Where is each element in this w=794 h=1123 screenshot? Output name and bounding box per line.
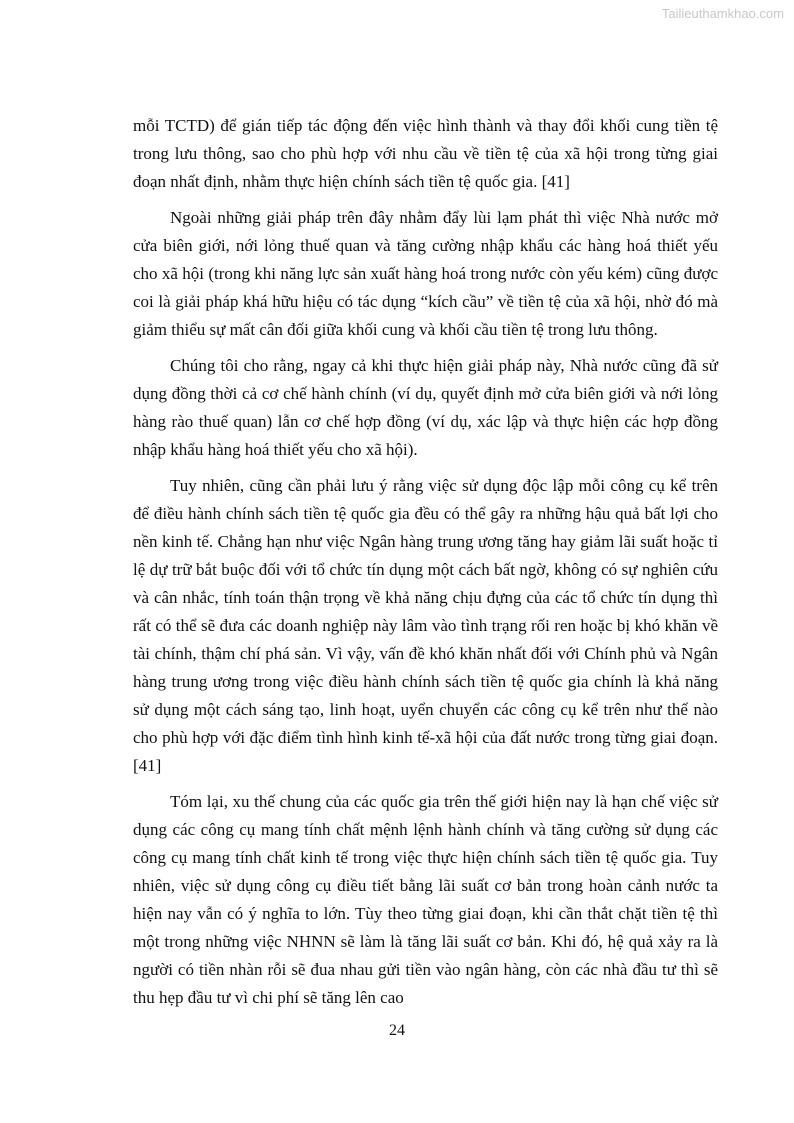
paragraph-3: Chúng tôi cho rằng, ngay cả khi thực hiện giải pháp này, Nhà nước cũng đã sử dụng đồng thời cả cơ chế hành chính (ví dụ, quyết định mở cửa biên giới và nới lỏng hàng rào thuế quan) lẫn cơ chế hợp đồng (ví dụ, xác lập và thực hiện các hợp đồng nhập khẩu hàng hoá thiết yếu cho xã hội). <box>133 356 718 459</box>
watermark: Tailieuthamkhao.com <box>661 6 784 21</box>
paragraph-1: mỗi TCTD) để gián tiếp tác động đến việc hình thành và thay đổi khối cung tiền tệ trong lưu thông, sao cho phù hợp với nhu cầu về tiền tệ của xã hội trong từng giai đoạn nhất định, nhằm thực hiện chính sách tiền tệ quốc gia. [41] <box>133 116 718 191</box>
paragraph-5: Tóm lại, xu thế chung của các quốc gia trên thế giới hiện nay là hạn chế việc sử dụng các công cụ mang tính chất mệnh lệnh hành chính và tăng cường sử dụng các công cụ mang tính chất kinh tế trong việc thực hiện chính sách tiền tệ quốc gia. Tuy nhiên, việc sử dụng công cụ điều tiết bằng lãi suất cơ bản trong hoàn cảnh nước ta hiện nay vẫn có ý nghĩa to lớn. Tùy theo từng giai đoạn, khi cần thắt chặt tiền tệ thì một trong những việc NHNN sẽ làm là tăng lãi suất cơ bản. Khi đó, hệ quả xảy ra là người có tiền nhàn rỗi sẽ đua nhau gửi tiền vào ngân hàng, còn các nhà đầu tư thì sẽ thu hẹp đầu tư vì chi phí sẽ tăng lên cao <box>133 792 718 1007</box>
document-body <box>133 112 718 1020</box>
paragraph-2: Ngoài những giải pháp trên đây nhằm đẩy lùi lạm phát thì việc Nhà nước mở cửa biên giới, nới lỏng thuế quan và tăng cường nhập khẩu các hàng hoá thiết yếu cho xã hội (trong khi năng lực sản xuất hàng hoá trong nước còn yếu kém) cũng được coi là giải pháp khá hữu hiệu có tác dụng “kích cầu” về tiền tệ của xã hội, nhờ đó mà giảm thiểu sự mất cân đối giữa khối cung và khối cầu tiền tệ trong lưu thông. <box>133 208 718 339</box>
paragraph-4: Tuy nhiên, cũng cần phải lưu ý rằng việc sử dụng độc lập mỗi công cụ kể trên để điều hành chính sách tiền tệ quốc gia đều có thể gây ra những hậu quả bất lợi cho nền kinh tế. Chẳng hạn như việc Ngân hàng trung ương tăng hay giảm lãi suất hoặc tỉ lệ dự trữ bắt buộc đối với tổ chức tín dụng một cách bất ngờ, không có sự nghiên cứu và cân nhắc, tính toán thận trọng về khả năng chịu đựng của các tổ chức tín dụng thì rất có thể sẽ đưa các doanh nghiệp này lâm vào tình trạng rối ren hoặc bị khó khăn về tài chính, thậm chí phá sản. Vì vậy, vấn đề khó khăn nhất đối với Chính phủ và Ngân hàng trung ương trong việc điều hành chính sách tiền tệ quốc gia chính là khả năng sử dụng một cách sáng tạo, linh hoạt, uyển chuyển các công cụ kể trên như thế nào cho phù hợp với đặc điểm tình hình kinh tế-xã hội của đất nước trong từng giai đoạn. [41] <box>133 476 718 775</box>
page-number: 24 <box>389 1022 405 1039</box>
